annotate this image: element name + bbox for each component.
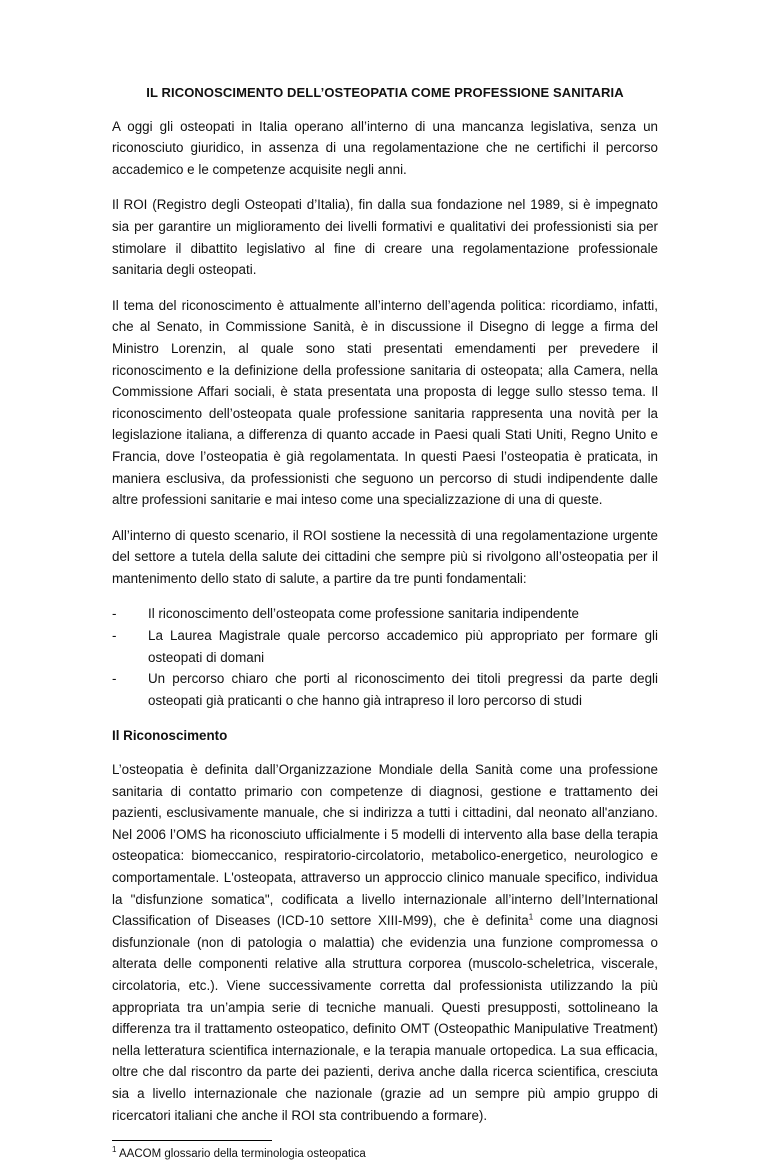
list-dash: -: [112, 671, 117, 687]
list-dash: -: [112, 606, 117, 622]
list-dash: -: [112, 628, 117, 644]
section-heading: Il Riconoscimento: [112, 728, 228, 744]
key-points-list: [112, 603, 658, 711]
footnote-reference[interactable]: 1: [528, 912, 534, 922]
list-item: [112, 603, 658, 625]
paragraph-political-agenda: Il tema del riconoscimento è attualmente all’interno dell’agenda politica: ricordiamo, infatti, che al Senato, in Commissione Sanità, è in discussione il Disegno di legge a firma del Ministro Lorenzin, al quale sono stati presentati emendamenti per prevedere il riconoscimento e la definizione della professione sanitaria di osteopata; alla Camera, nella Commissione Affari sociali, è stata presentata una proposta di legge sullo stesso tema. Il riconoscimento dell’osteopata quale professione sanitaria rappresenta una novità per la legislazione italiana, a differenza di quanto accade in Paesi quali Stati Uniti, Regno Unito e Francia, dove l’osteopatia è già regolamentata. In questi Paesi l’osteopatia è praticata, in maniera esclusiva, da professionisti che seguono un percorso di studi indipendente dalle altre professioni sanitarie e mai inteso come una specializzazione di una di queste.: [112, 297, 658, 508]
definition-text-start: L’osteopatia è definita dall’Organizzazione Mondiale della Sanità come una professione sanitaria di contatto primario con competenze di diagnosi, gestione e trattamento dei pazienti, esclusivamente manuale, che si indirizza a tutti i cittadini, dal neonato all'anziano. Nel 2006 l’OMS ha riconosciuto ufficialmente i 5 modelli di intervento alla base della terapia osteopatica: biomeccanico, respiratorio-circolatorio, metabolico-energetico, neurologico e comportamentale. L'osteopata, attraverso un approccio clinico manuale specifico, individua la "disfunzione somatica", codificata a livello internazionale all’interno dell’International Classification of Diseases (ICD-10 settore XIII-M99), che è definita: [112, 762, 658, 929]
list-item: [112, 625, 658, 668]
list-item: [112, 668, 658, 711]
paragraph-intro: A oggi gli osteopati in Italia operano all’interno di una mancanza legislativa, senza un riconosciuto giuridico, in assenza di una regolamentazione che ne certifichi il percorso accademico e le competenze acquisite negli anni.: [112, 118, 658, 177]
list-item-text: La Laurea Magistrale quale percorso accademico più appropriato per formare gli osteopati di domani: [148, 628, 658, 665]
footnote: [112, 1147, 658, 1162]
definition-text-end: come una diagnosi disfunzionale (non di patologia o malattia) che evidenzia una funzione compromessa o alterata delle componenti relative alla struttura corporea (muscolo-scheletrica, viscerale, circolatoria, etc.). Viene successivamente corretta dal professionista utilizzando la più appropriata tra un’ampia serie di tecniche manuali. Questi presupposti, sottolineano la differenza tra il trattamento osteopatico, definito OMT (Osteopathic Manipulative Treatment) nella letteratura scientifica internazionale, e la terapia manuale ortopedica. La sua efficacia, oltre che dal riscontro da parte dei pazienti, deriva anche dalla ricerca scientifica, cresciuta sia a livello internazionale che nazionale (grazie ad un sempre più ampio gruppo di ricercatori italiani che anche il ROI sta contribuendo a formare).: [112, 913, 658, 1123]
footnote-number: 1: [112, 1145, 117, 1155]
footnote-divider: [112, 1140, 272, 1141]
list-item-text: Un percorso chiaro che porti al riconoscimento dei titoli pregressi da parte degli osteopati già praticanti o che hanno già intrapreso il loro percorso di studi: [148, 671, 658, 708]
document-title: IL RICONOSCIMENTO DELL’OSTEOPATIA COME PROFESSIONE SANITARIA: [146, 85, 624, 100]
list-item-text: Il riconoscimento dell’osteopata come professione sanitaria indipendente: [148, 606, 579, 622]
paragraph-definition: [112, 759, 658, 1126]
paragraph-roi: Il ROI (Registro degli Osteopati d’Italia), fin dalla sua fondazione nel 1989, si è impegnato sia per garantire un miglioramento dei livelli formativi e qualitativi dei professionisti sia per stimolare il dibattito legislativo al fine di creare una regolamentazione professionale sanitaria degli osteopati.: [112, 197, 658, 278]
paragraph-scenario: All’interno di questo scenario, il ROI sostiene la necessità di una regolamentazione urgente del settore a tutela della salute dei cittadini che sempre più si rivolgono all’osteopatia per il mantenimento dello stato di salute, a partire da tre punti fondamentali:: [112, 527, 658, 586]
footnote-text: AACOM glossario della terminologia osteopatica: [116, 1148, 366, 1161]
